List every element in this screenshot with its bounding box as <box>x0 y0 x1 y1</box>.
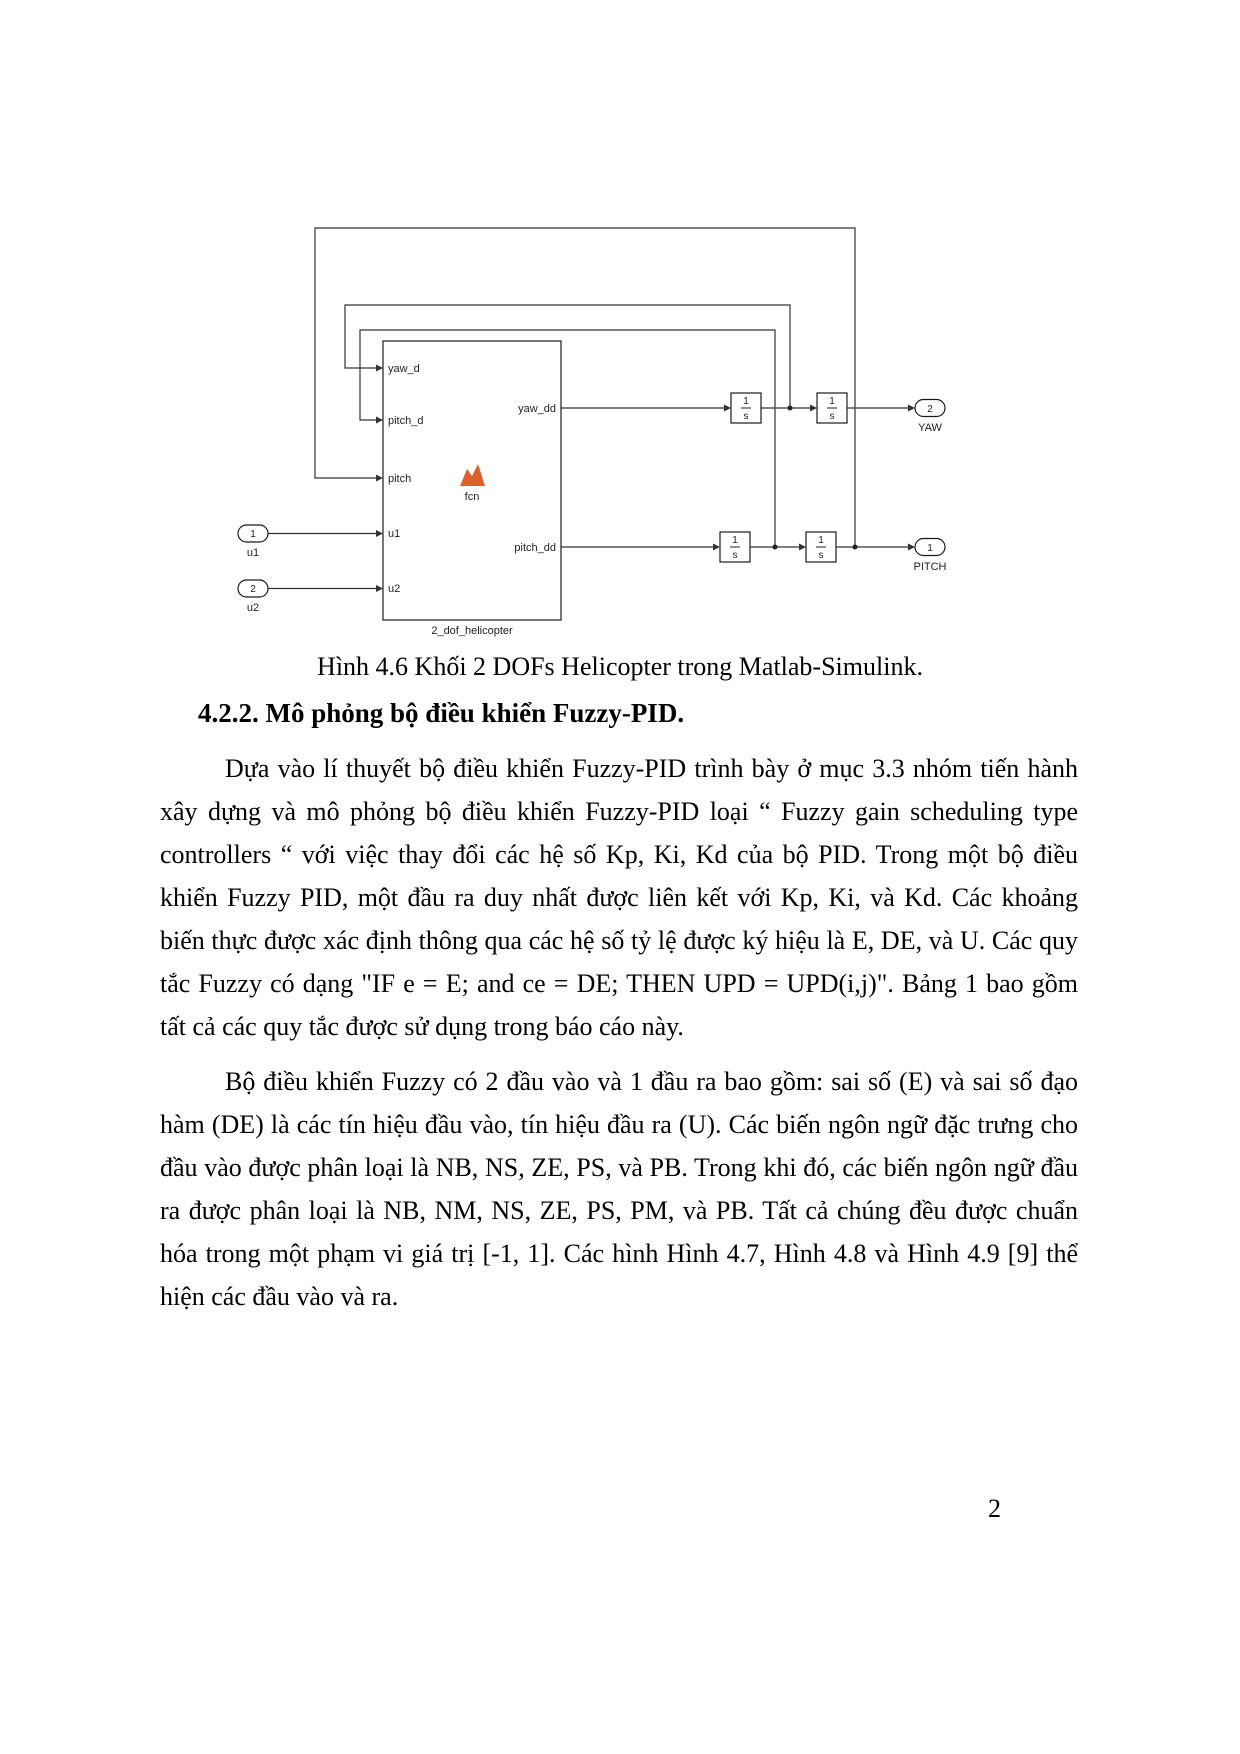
outport-label: YAW <box>918 422 942 434</box>
integrator-denominator: s <box>743 411 749 422</box>
inport-label: u2 <box>246 602 260 614</box>
junction-dot <box>773 545 778 550</box>
block-port-label: u2 <box>388 583 401 595</box>
junction-dots <box>773 406 858 550</box>
outport-label: PITCH <box>913 561 947 573</box>
figure <box>0 0 1240 682</box>
junction-dot <box>788 406 793 411</box>
arrowhead <box>908 544 915 551</box>
arrowhead <box>799 544 806 551</box>
fcn-label: fcn <box>464 491 480 503</box>
outport-number: 2 <box>927 404 933 415</box>
integrator-numerator: 1 <box>743 396 749 407</box>
junction-dot <box>853 545 858 550</box>
body-paragraph: Dựa vào lí thuyết bộ điều khiển Fuzzy-PID trình bày ở mục 3.3 nhóm tiến hành xây dựng và mô phỏng bộ điều khiển Fuzzy-PID loại “ Fuzzy gain scheduling type controllers “ với việc thay đổi các hệ số Kp, Ki, Kd của bộ PID. Trong một bộ điều khiển Fuzzy PID, một đầu ra duy nhất được liên kết với Kp, Ki, và Kd. Các khoảng biến thực được xác định thông qua các hệ số tỷ lệ được ký hiệu là E, DE, và U. Các quy tắc Fuzzy có dạng "IF e = E; and ce = DE; THEN UPD = UPD(i,j)". Bảng 1 bao gồm tất cả các quy tắc được sử dụng trong báo cáo này. <box>160 754 1078 1041</box>
block-port-label: yaw_d <box>388 363 420 375</box>
section-heading: 4.2.2. Mô phỏng bộ điều khiển Fuzzy-PID. <box>198 698 685 728</box>
simulink-diagram <box>0 0 1240 650</box>
block-port-label: pitch <box>388 473 412 485</box>
outport-number: 1 <box>927 543 933 554</box>
outports <box>914 400 947 574</box>
figure-caption: Hình 4.6 Khối 2 DOFs Helicopter trong Matlab-Simulink. <box>317 652 923 681</box>
arrowhead <box>376 417 383 424</box>
inport-number: 1 <box>250 529 256 540</box>
body-paragraph: Bộ điều khiển Fuzzy có 2 đầu vào và 1 đầu ra bao gồm: sai số (E) và sai số đạo hàm (DE) là các tín hiệu đầu vào, tín hiệu đầu ra (U). Các biến ngôn ngữ đặc trưng cho đầu vào được phân loại là NB, NS, ZE, PS, và PB. Trong khi đó, các biến ngôn ngữ đầu ra được phân loại là NB, NM, NS, ZE, PS, PM, và PB. Tất cả chúng đều được chuẩn hóa trong một phạm vi giá trị [-1, 1]. Các hình Hình 4.7, Hình 4.8 và Hình 4.9 [9] thể hiện các đầu vào và ra. <box>160 1067 1078 1311</box>
arrowhead <box>810 405 817 412</box>
page-content <box>0 698 1240 1318</box>
arrowhead <box>376 585 383 592</box>
block-port-label: pitch_d <box>388 415 424 427</box>
inport-number: 2 <box>250 584 256 595</box>
page-number: 2 <box>988 1494 1001 1523</box>
arrowhead <box>724 405 731 412</box>
integrator-numerator: 1 <box>829 396 835 407</box>
integrator-numerator: 1 <box>818 535 824 546</box>
inports <box>238 525 268 614</box>
integrator-numerator: 1 <box>732 535 738 546</box>
integrator-denominator: s <box>818 550 824 561</box>
arrowhead <box>376 530 383 537</box>
arrowhead <box>376 365 383 372</box>
block-port-label: u1 <box>388 528 401 540</box>
arrowhead <box>713 544 720 551</box>
integrator-blocks <box>720 393 847 562</box>
arrowhead <box>908 405 915 412</box>
integrator-denominator: s <box>829 411 835 422</box>
block-port-label: pitch_dd <box>514 542 556 554</box>
block-name-label: 2_dof_helicopter <box>431 625 513 637</box>
inport-label: u1 <box>246 547 260 559</box>
block-port-label: yaw_dd <box>518 403 556 415</box>
integrator-denominator: s <box>732 550 738 561</box>
arrowhead <box>376 475 383 482</box>
